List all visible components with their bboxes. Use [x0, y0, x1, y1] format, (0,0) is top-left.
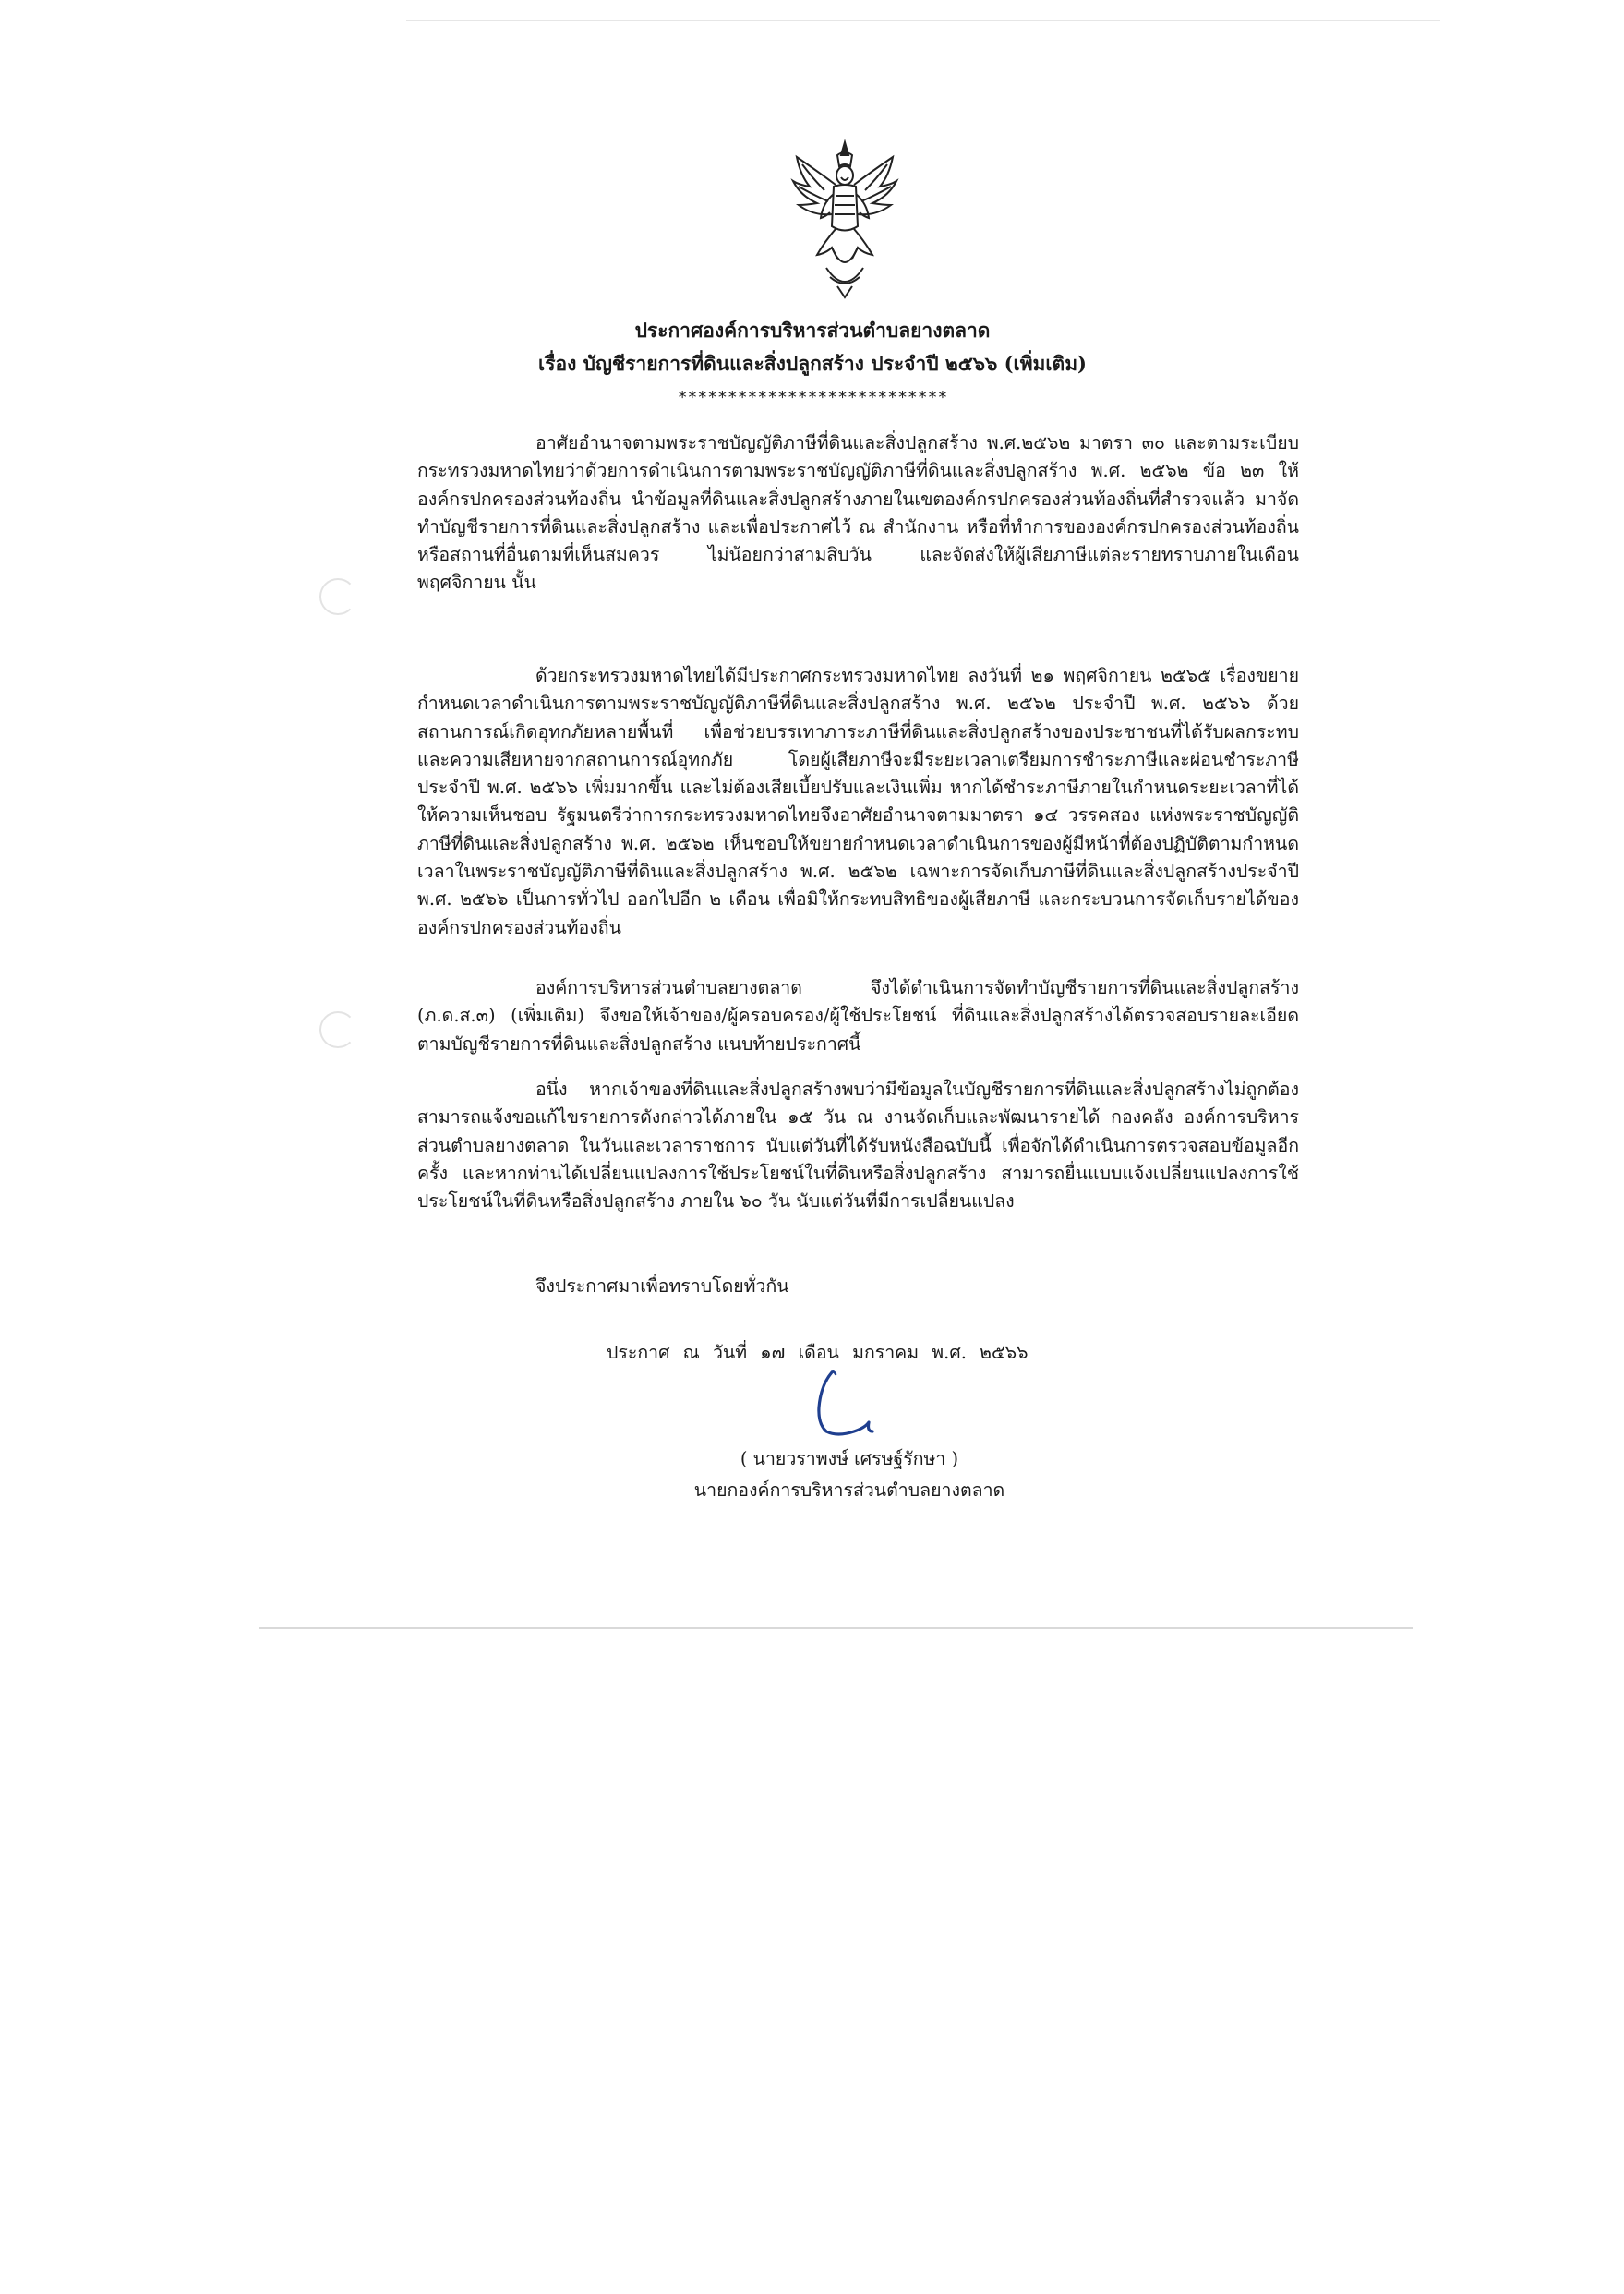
body-paragraph-3: องค์การบริหารส่วนตำบลยางตลาด จึงได้ดำเนินการจัดทำบัญชีรายการที่ดินและสิ่งปลูกสร้าง (ภ.ด.ส.๓) (เพิ่มเติม) จึงขอให้เจ้าของ/ผู้ครอบครอง/ผู้ใช้ประโยชน์ ที่ดินและสิ่งปลูกสร้างได้ตรวจสอบรายละเอียดตามบัญชีรายการที่ดินและสิ่งปลูกสร้าง แนบท้ายประกาศนี้ [417, 977, 1299, 1055]
signer-title: นายกองค์การบริหารส่วนตำบลยางตลาด [693, 1479, 1005, 1501]
scan-edge-top [406, 20, 1440, 21]
announcement-title: ประกาศองค์การบริหารส่วนตำบลยางตลาด [634, 319, 991, 342]
announcement-date: ประกาศ ณ วันที่ ๑๗ เดือน มกราคม พ.ศ. ๒๕๖๖ [607, 1342, 1029, 1363]
signer-name: ( นายวราพงษ์ เศรษฐ์รักษา ) [740, 1448, 959, 1469]
garuda-emblem-icon [789, 139, 900, 300]
title-separator: *************************** [677, 388, 948, 407]
closing-statement: จึงประกาศมาเพื่อทราบโดยทั่วกัน [535, 1275, 789, 1297]
punch-hole-mark [319, 1011, 356, 1048]
announcement-subject: เรื่อง บัญชีรายการที่ดินและสิ่งปลูกสร้าง ประจำปี ๒๕๖๖ (เพิ่มเติม) [538, 352, 1087, 375]
body-paragraph-4: อนึ่ง หากเจ้าของที่ดินและสิ่งปลูกสร้างพบว่ามีข้อมูลในบัญชีรายการที่ดินและสิ่งปลูกสร้างไม่ถูกต้อง สามารถแจ้งขอแก้ไขรายการดังกล่าวได้ภายใน ๑๕ วัน ณ งานจัดเก็บและพัฒนารายได้ กองคลัง องค์การบริหารส่วนตำบลยางตลาด ในวันและเวลาราชการ นับแต่วันที่ได้รับหนังสือฉบับนี้ เพื่อจักได้ดำเนินการตรวจสอบข้อมูลอีกครั้ง และหากท่านได้เปลี่ยนแปลงการใช้ประโยชน์ในที่ดินหรือสิ่งปลูกสร้าง สามารถยื่นแบบแจ้งเปลี่ยนแปลงการใช้ประโยชน์ในที่ดินหรือสิ่งปลูกสร้าง ภายใน ๖๐ วัน นับแต่วันที่มีการเปลี่ยนแปลง [417, 1079, 1299, 1213]
body-paragraph-2: ด้วยกระทรวงมหาดไทยได้มีประกาศกระทรวงมหาดไทย ลงวันที่ ๒๑ พฤศจิกายน ๒๕๖๕ เรื่องขยายกำหนดเวลาดำเนินการตามพระราชบัญญัติภาษีที่ดินและสิ่งปลูกสร้าง พ.ศ. ๒๕๖๒ ประจำปี พ.ศ. ๒๕๖๖ ด้วยสถานการณ์เกิดอุทกภัยหลายพื้นที่ เพื่อช่วยบรรเทาภาระภาษีที่ดินและสิ่งปลูกสร้างของประชาชนที่ได้รับผลกระทบและความเสียหายจากสถานการณ์อุทกภัย โดยผู้เสียภาษีจะมีระยะเวลาเตรียมการชำระภาษีและผ่อนชำระภาษีประจำปี พ.ศ. ๒๕๖๖ เพิ่มมากขึ้น และไม่ต้องเสียเบี้ยปรับและเงินเพิ่ม หากได้ชำระภาษีภายในกำหนดระยะเวลาที่ได้ให้ความเห็นชอบ รัฐมนตรีว่าการกระทรวงมหาดไทยจึงอาศัยอำนาจตามมาตรา ๑๔ วรรคสอง แห่งพระราชบัญญัติภาษีที่ดินและสิ่งปลูกสร้าง พ.ศ. ๒๕๖๒ เห็นชอบให้ขยายกำหนดเวลาดำเนินการของผู้มีหน้าที่ต้องปฏิบัติตามกำหนดเวลาในพระราชบัญญัติภาษีที่ดินและสิ่งปลูกสร้าง พ.ศ. ๒๕๖๒ เฉพาะการจัดเก็บภาษีที่ดินและสิ่งปลูกสร้างประจำปี พ.ศ. ๒๕๖๖ เป็นการทั่วไป ออกไปอีก ๒ เดือน เพื่อมิให้กระทบสิทธิของผู้เสียภาษี และกระบวนการจัดเก็บรายได้ขององค์กรปกครองส่วนท้องถิ่น [417, 665, 1299, 938]
punch-hole-mark [319, 578, 356, 615]
scan-edge-bottom [259, 1627, 1413, 1629]
body-paragraph-1: อาศัยอำนาจตามพระราชบัญญัติภาษีที่ดินและสิ่งปลูกสร้าง พ.ศ.๒๕๖๒ มาตรา ๓๐ และตามระเบียบกระทรวงมหาดไทยว่าด้วยการดำเนินการตามพระราชบัญญัติภาษีที่ดินและสิ่งปลูกสร้าง พ.ศ. ๒๕๖๒ ข้อ ๒๓ ให้องค์กรปกครองส่วนท้องถิ่น นำข้อมูลที่ดินและสิ่งปลูกสร้างภายในเขตองค์กรปกครองส่วนท้องถิ่นที่สำรวจแล้ว มาจัดทำบัญชีรายการที่ดินและสิ่งปลูกสร้าง และเพื่อประกาศไว้ ณ สำนักงาน หรือที่ทำการขององค์กรปกครองส่วนท้องถิ่น หรือสถานที่อื่นตามที่เห็นสมควร ไม่น้อยกว่าสามสิบวัน และจัดส่งให้ผู้เสียภาษีแต่ละรายทราบภายในเดือนพฤศจิกายน นั้น [417, 432, 1299, 594]
handwritten-signature-icon [789, 1367, 900, 1450]
